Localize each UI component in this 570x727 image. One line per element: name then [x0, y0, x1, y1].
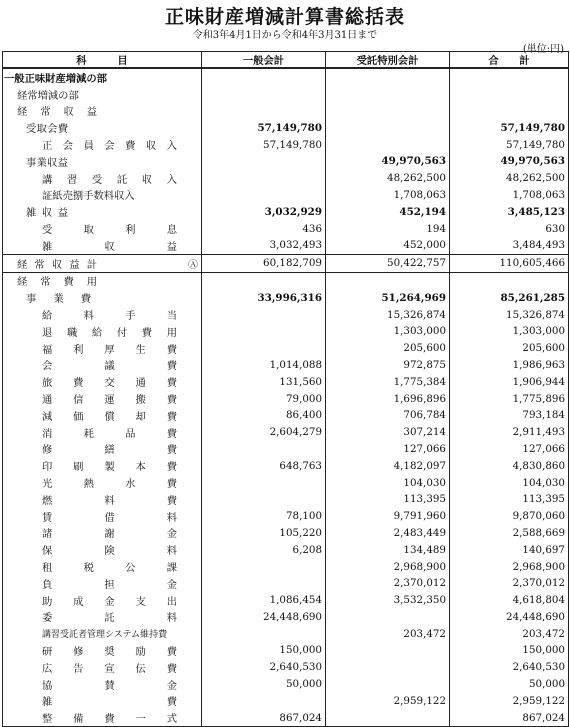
row-label-cell: [3, 575, 202, 592]
row-label-cell: [3, 491, 202, 508]
row-label: 保 険 料: [42, 545, 177, 558]
trust-value: 706,784: [326, 407, 450, 424]
total-value: 150,000: [450, 642, 569, 659]
row-mark: Ⓐ: [188, 259, 198, 271]
header-subject: 科 目: [3, 52, 202, 69]
general-value: 1,086,454: [202, 592, 326, 609]
general-value: 648,763: [202, 457, 326, 474]
table-row: [3, 541, 569, 558]
trust-value: 1,303,000: [326, 323, 450, 340]
table-row: [3, 441, 569, 458]
general-value: [202, 170, 326, 187]
row-label-cell: [3, 441, 202, 458]
general-value: [202, 474, 326, 491]
total-value: 3,484,493: [450, 237, 569, 254]
total-value: [450, 68, 569, 86]
total-value: 1,708,063: [450, 187, 569, 204]
table-row: [3, 203, 569, 220]
total-value: 57,149,780: [450, 136, 569, 153]
row-label: 負 担 金: [42, 578, 177, 591]
general-value: [202, 68, 326, 86]
trust-value: 2,968,900: [326, 558, 450, 575]
total-value: [450, 103, 569, 120]
table-row: [3, 424, 569, 441]
trust-value: 49,970,563: [326, 153, 450, 170]
general-value: [202, 340, 326, 357]
general-value: 105,220: [202, 525, 326, 542]
general-value: 60,182,709: [202, 254, 326, 272]
table-row: [3, 575, 569, 592]
table-row: [3, 609, 569, 626]
general-value: [202, 323, 326, 340]
table-row: [3, 659, 569, 676]
row-label-cell: [3, 103, 202, 120]
general-value: [202, 575, 326, 592]
general-value: [202, 491, 326, 508]
general-value: [202, 103, 326, 120]
row-label-cell: [3, 508, 202, 525]
table-row: [3, 357, 569, 374]
total-value: 2,370,012: [450, 575, 569, 592]
table-row: [3, 220, 569, 237]
total-value: 203,472: [450, 625, 569, 642]
table-row: [3, 390, 569, 407]
row-label-cell: [3, 625, 202, 642]
total-value: 127,066: [450, 441, 569, 458]
trust-value: 2,959,122: [326, 692, 450, 709]
row-label-cell: [3, 187, 202, 204]
row-label-cell: [3, 659, 202, 676]
trust-value: [326, 609, 450, 626]
general-value: 6,208: [202, 541, 326, 558]
general-value: [202, 187, 326, 204]
header-trust: 受託特別会計: [326, 52, 450, 69]
general-value: [202, 625, 326, 642]
general-value: [202, 153, 326, 170]
total-value: [450, 86, 569, 103]
row-label: 給 料 手 当: [42, 310, 177, 323]
trust-value: 1,696,896: [326, 390, 450, 407]
row-label: 受 取 会 費: [26, 123, 68, 136]
trust-value: 452,000: [326, 237, 450, 254]
general-value: 33,996,316: [202, 289, 326, 306]
row-label: 退 職 給 付 費 用: [42, 326, 177, 339]
total-value: 2,959,122: [450, 692, 569, 709]
table-row: [3, 170, 569, 187]
table-row: [3, 558, 569, 575]
general-value: 867,024: [202, 709, 326, 726]
trust-value: 972,875: [326, 357, 450, 374]
trust-value: 205,600: [326, 340, 450, 357]
trust-value: 2,370,012: [326, 575, 450, 592]
row-label: 講 習 受 託 収 入: [42, 173, 177, 186]
row-label: 委 託 料: [42, 612, 177, 625]
total-value: 49,970,563: [450, 153, 569, 170]
row-label-cell: [3, 136, 202, 153]
general-value: [202, 692, 326, 709]
row-label: 雑 費: [42, 696, 177, 709]
trust-value: 134,489: [326, 541, 450, 558]
table-row: [3, 592, 569, 609]
total-value: 4,830,860: [450, 457, 569, 474]
row-label: 修 繕 費: [42, 444, 177, 457]
total-value: 24,448,690: [450, 609, 569, 626]
trust-value: [326, 136, 450, 153]
trust-value: 15,326,874: [326, 306, 450, 323]
trust-value: 51,264,969: [326, 289, 450, 306]
row-label: 消 耗 品 費: [42, 427, 177, 440]
row-label: 事 業 収 益: [26, 156, 68, 169]
trust-value: 113,395: [326, 491, 450, 508]
total-value: 85,261,285: [450, 289, 569, 306]
total-value: 1,303,000: [450, 323, 569, 340]
total-value: 140,697: [450, 541, 569, 558]
total-value: 104,030: [450, 474, 569, 491]
total-value: [450, 272, 569, 289]
period-subtitle: 令和3年4月1日から令和4年3月31日まで: [192, 30, 378, 41]
row-label: 印 刷 製 本 費: [42, 461, 177, 474]
table-row: [3, 457, 569, 474]
row-label-cell: [3, 692, 202, 709]
total-value: 205,600: [450, 340, 569, 357]
table-row: [3, 625, 569, 642]
total-value: 15,326,874: [450, 306, 569, 323]
total-value: 57,149,780: [450, 119, 569, 136]
table-row: [3, 86, 569, 103]
total-value: 113,395: [450, 491, 569, 508]
row-label: 諸 謝 金: [42, 528, 177, 541]
total-value: 2,968,900: [450, 558, 569, 575]
table-row: [3, 119, 569, 136]
trust-value: [326, 103, 450, 120]
general-value: 50,000: [202, 676, 326, 693]
row-label: 一般正味財産増減の部: [4, 72, 107, 85]
general-value: [202, 272, 326, 289]
header-row: [3, 52, 569, 69]
table-row: [3, 68, 569, 86]
trust-value: [326, 709, 450, 726]
row-label: 福 利 厚 生 費: [42, 343, 177, 356]
row-label: 受 取 利 息: [42, 224, 177, 237]
row-label-cell: [3, 289, 202, 306]
page-title: 正味財産増減計算書総括表: [164, 6, 405, 28]
row-label-cell: [3, 68, 202, 86]
general-value: [202, 441, 326, 458]
trust-value: [326, 676, 450, 693]
general-value: 1,014,088: [202, 357, 326, 374]
table-row: [3, 136, 569, 153]
row-label: 助 成 金 支 出: [42, 595, 177, 608]
total-value: 793,184: [450, 407, 569, 424]
row-label: 研 修 奨 励 費: [42, 645, 177, 658]
header-total: 合 計: [450, 52, 569, 69]
row-label-cell: [3, 457, 202, 474]
general-value: 78,100: [202, 508, 326, 525]
row-label-cell: [3, 323, 202, 340]
trust-value: [326, 642, 450, 659]
row-label-cell: [3, 525, 202, 542]
table-row: [3, 323, 569, 340]
row-label: 経 常 収 益: [17, 106, 97, 119]
trust-value: 9,791,960: [326, 508, 450, 525]
table-row: [3, 187, 569, 204]
table-row: [3, 642, 569, 659]
trust-value: 50,422,757: [326, 254, 450, 272]
trust-value: 203,472: [326, 625, 450, 642]
row-label-cell: [3, 541, 202, 558]
table-row: [3, 237, 569, 254]
row-label-cell: [3, 592, 202, 609]
row-label: 賃 借 料: [42, 511, 177, 524]
trust-value: 194: [326, 220, 450, 237]
general-value: 57,149,780: [202, 136, 326, 153]
table-row: [3, 407, 569, 424]
row-label: 事 業 費: [26, 293, 91, 306]
row-label: 協 賛 金: [42, 679, 177, 692]
row-label: 旅 費 交 通 費: [42, 377, 177, 390]
statement-table: [2, 51, 569, 727]
table-row: [3, 373, 569, 390]
total-value: 867,024: [450, 709, 569, 726]
row-label-cell: [3, 306, 202, 323]
trust-value: [326, 659, 450, 676]
row-label-cell: [3, 86, 202, 103]
row-label: 雑 収 益: [26, 207, 68, 220]
row-label: 燃 料 費: [42, 494, 177, 507]
row-label-cell: [3, 676, 202, 693]
total-value: 1,775,896: [450, 390, 569, 407]
table-row: [3, 676, 569, 693]
trust-value: 452,194: [326, 203, 450, 220]
general-value: [202, 86, 326, 103]
table-row: [3, 692, 569, 709]
total-value: 2,911,493: [450, 424, 569, 441]
row-label-cell: [3, 373, 202, 390]
trust-value: 127,066: [326, 441, 450, 458]
row-label: 会 議 費: [42, 360, 177, 373]
row-label-cell: [3, 272, 202, 289]
row-label-cell: [3, 407, 202, 424]
table-row: [3, 289, 569, 306]
row-label: 正 会 員 会 費 収 入: [42, 140, 177, 153]
general-value: 24,448,690: [202, 609, 326, 626]
trust-value: 48,262,500: [326, 170, 450, 187]
table-row: [3, 491, 569, 508]
row-label: 減 価 償 却 費: [42, 410, 177, 423]
row-label-cell: [3, 203, 202, 220]
row-label: 雑 収 益: [42, 240, 177, 253]
row-label-cell: [3, 709, 202, 726]
trust-value: 1,708,063: [326, 187, 450, 204]
total-value: 48,262,500: [450, 170, 569, 187]
general-value: 436: [202, 220, 326, 237]
row-label: 経常増減の部: [17, 89, 79, 102]
total-value: 630: [450, 220, 569, 237]
trust-value: 1,775,384: [326, 373, 450, 390]
table-row: [3, 508, 569, 525]
total-value: 1,986,963: [450, 357, 569, 374]
row-label-cell: [3, 558, 202, 575]
total-value: 4,618,804: [450, 592, 569, 609]
total-value: 2,588,669: [450, 525, 569, 542]
table-row: [3, 254, 569, 272]
row-label-cell: [3, 390, 202, 407]
table-row: [3, 525, 569, 542]
total-value: 2,640,530: [450, 659, 569, 676]
row-label: 広 告 宣 伝 費: [42, 662, 177, 675]
row-label-cell: [3, 237, 202, 254]
table-row: [3, 474, 569, 491]
trust-value: [326, 86, 450, 103]
general-value: 3,032,493: [202, 237, 326, 254]
row-label: 経 常 費 用: [17, 276, 97, 289]
general-value: 150,000: [202, 642, 326, 659]
trust-value: [326, 68, 450, 86]
general-value: 131,560: [202, 373, 326, 390]
row-label-cell: [3, 220, 202, 237]
row-label: 経 常 収 益 計: [17, 258, 97, 271]
trust-value: [326, 119, 450, 136]
table-row: [3, 153, 569, 170]
row-label: 整 備 費 一 式: [42, 713, 177, 726]
trust-value: 3,532,350: [326, 592, 450, 609]
table-row: [3, 709, 569, 726]
row-label-cell: [3, 170, 202, 187]
table-row: [3, 340, 569, 357]
general-value: [202, 558, 326, 575]
row-label-cell: [3, 340, 202, 357]
general-value: 57,149,780: [202, 119, 326, 136]
row-label-cell: [3, 474, 202, 491]
table-row: [3, 272, 569, 289]
general-value: 79,000: [202, 390, 326, 407]
total-value: 3,485,123: [450, 203, 569, 220]
total-value: 50,000: [450, 676, 569, 693]
row-label-cell: [3, 609, 202, 626]
total-value: 110,605,466: [450, 254, 569, 272]
row-label-cell: [3, 153, 202, 170]
table-row: [3, 306, 569, 323]
row-label: 講習受託者管理システム維持費: [42, 630, 168, 641]
general-value: 2,604,279: [202, 424, 326, 441]
row-label-cell: [3, 424, 202, 441]
trust-value: 4,182,097: [326, 457, 450, 474]
row-label: 証紙売捌手数料収入: [42, 190, 135, 203]
unit-label: (単位:円): [522, 44, 564, 55]
total-value: 9,870,060: [450, 508, 569, 525]
table-row: [3, 103, 569, 120]
general-value: 86,400: [202, 407, 326, 424]
row-label: 租 税 公 課: [42, 562, 177, 574]
general-value: 2,640,530: [202, 659, 326, 676]
row-label: 光 熱 水 費: [42, 478, 177, 491]
trust-value: 104,030: [326, 474, 450, 491]
row-label-cell: [3, 119, 202, 136]
row-label: 通 信 運 搬 費: [42, 394, 177, 407]
trust-value: 307,214: [326, 424, 450, 441]
header-general: 一般会計: [202, 52, 326, 69]
row-label-cell: [3, 642, 202, 659]
row-label-cell: [3, 254, 202, 272]
general-value: 3,032,929: [202, 203, 326, 220]
trust-value: 2,483,449: [326, 525, 450, 542]
row-label-cell: [3, 357, 202, 374]
total-value: 1,906,944: [450, 373, 569, 390]
trust-value: [326, 272, 450, 289]
general-value: [202, 306, 326, 323]
